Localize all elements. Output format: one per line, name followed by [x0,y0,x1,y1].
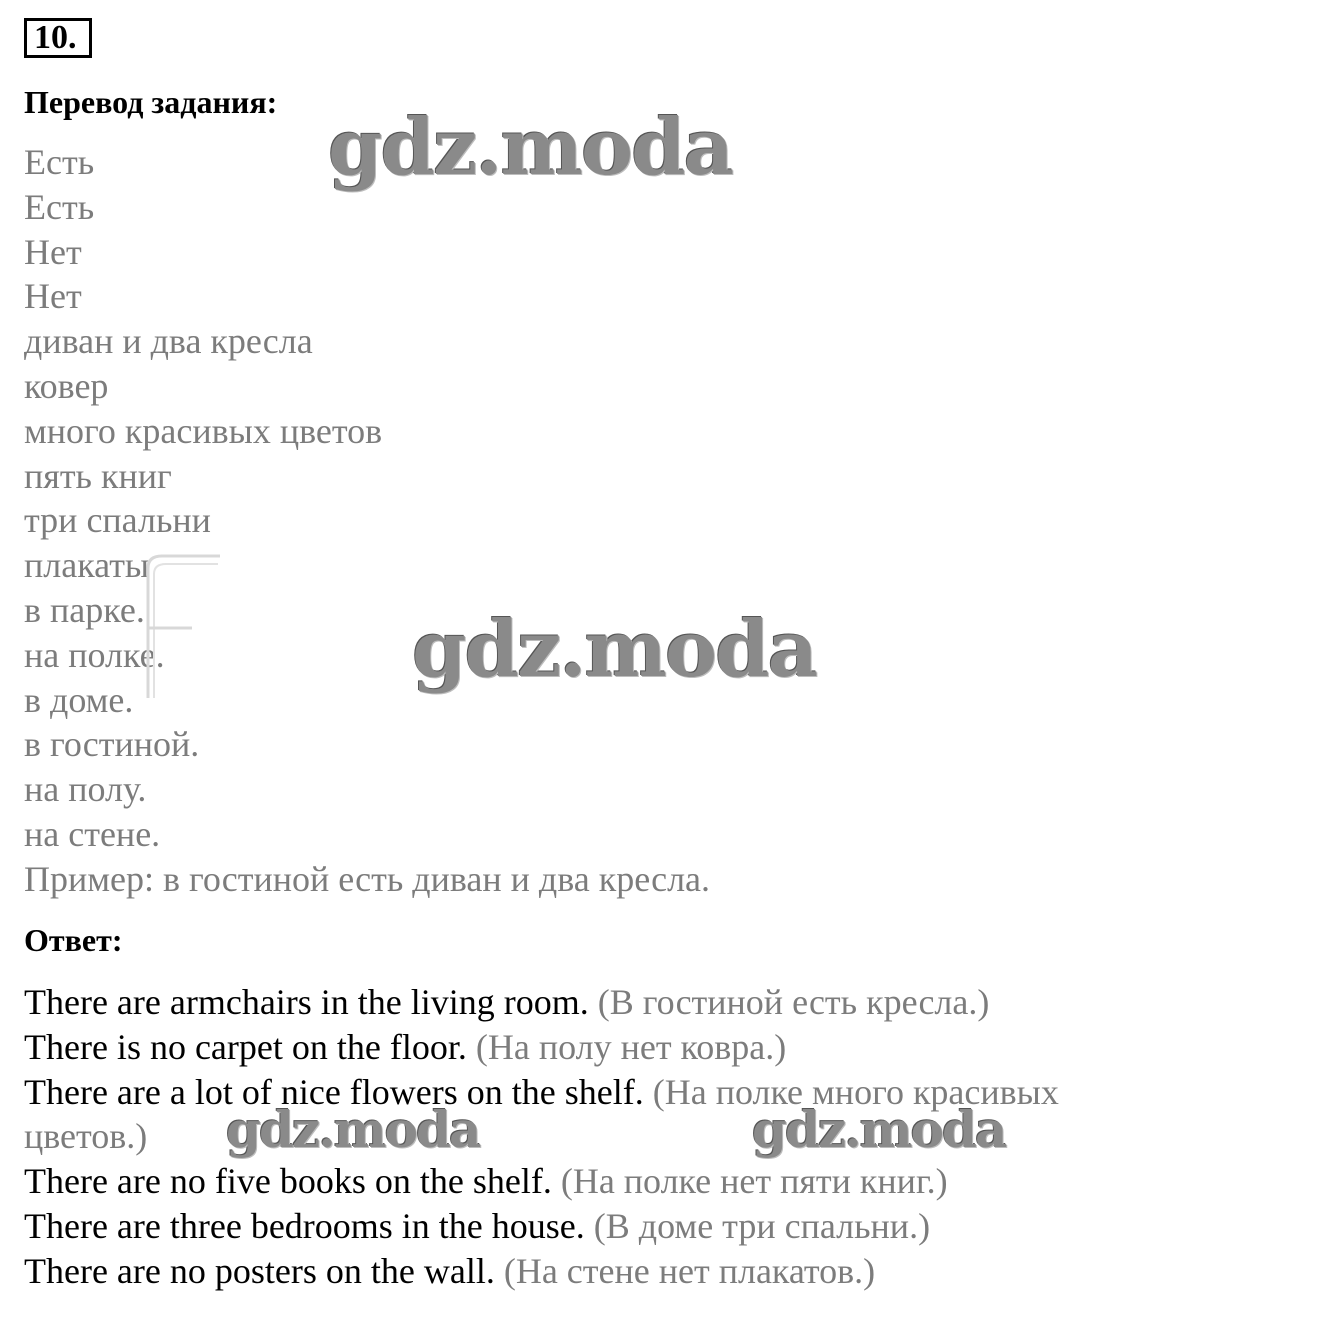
translation-line: в парке. [24,589,145,630]
answer-list [24,980,1174,1294]
translation-line: плакаты [24,545,150,586]
answer-translation: (На полке нет пяти книг.) [560,1161,948,1202]
answer-translation: (На полке много красивых цветов.) [24,1071,1059,1157]
translation-line: Есть [24,186,95,227]
translation-line: диван и два кресла [24,321,313,362]
task-number-box: 10. [24,18,92,58]
answer-english: There are armchairs in the living room. [24,982,589,1022]
watermark-bottom-left: gdz.moda [226,1100,480,1159]
answer-english: There are a lot of nice flowers on the shelf. [24,1071,644,1112]
answer-line [24,1249,1174,1294]
answer-heading: Ответ: [24,922,123,958]
translation-list [24,140,710,902]
answer-translation: (В гостиной есть кресла.) [597,982,990,1022]
answer-english: There are three bedrooms in the house. [24,1205,585,1246]
answer-english: There is no carpet on the floor. [24,1026,467,1067]
translation-line: Нет [24,231,82,272]
translation-line: ковер [24,365,109,406]
watermark-middle: gdz.moda [412,604,817,695]
answer-english: There are no posters on the wall. [24,1250,495,1291]
translation-line: пять книг [24,455,172,496]
translation-line: на полу. [24,769,147,810]
answer-line [24,1204,1174,1249]
translation-line: на стене. [24,813,161,854]
translation-line: Есть [24,142,95,182]
watermark-bottom-right: gdz.moda [752,1100,1006,1159]
translation-line: Нет [24,276,82,317]
answer-line [24,980,1174,1025]
translation-line: много красивых цветов [24,410,383,451]
translation-example-line: Пример: в гостиной есть диван и два кресла. [24,858,711,899]
translation-line: в доме. [24,679,134,720]
answer-translation: (На стене нет плакатов.) [503,1250,876,1291]
translation-line: на полке. [24,634,165,675]
watermark-top: gdz.moda [328,102,733,193]
answer-translation: (На полу нет ковра.) [475,1026,787,1067]
translation-line: три спальни [24,500,211,541]
answer-translation: (В доме три спальни.) [593,1205,931,1246]
translation-heading: Перевод задания: [24,84,278,120]
translation-line: в гостиной. [24,724,200,765]
answer-english: There are no five books on the shelf. [24,1161,552,1202]
answer-line [24,1159,1174,1204]
answer-line [24,1025,1174,1070]
answer-line [24,1070,1174,1160]
